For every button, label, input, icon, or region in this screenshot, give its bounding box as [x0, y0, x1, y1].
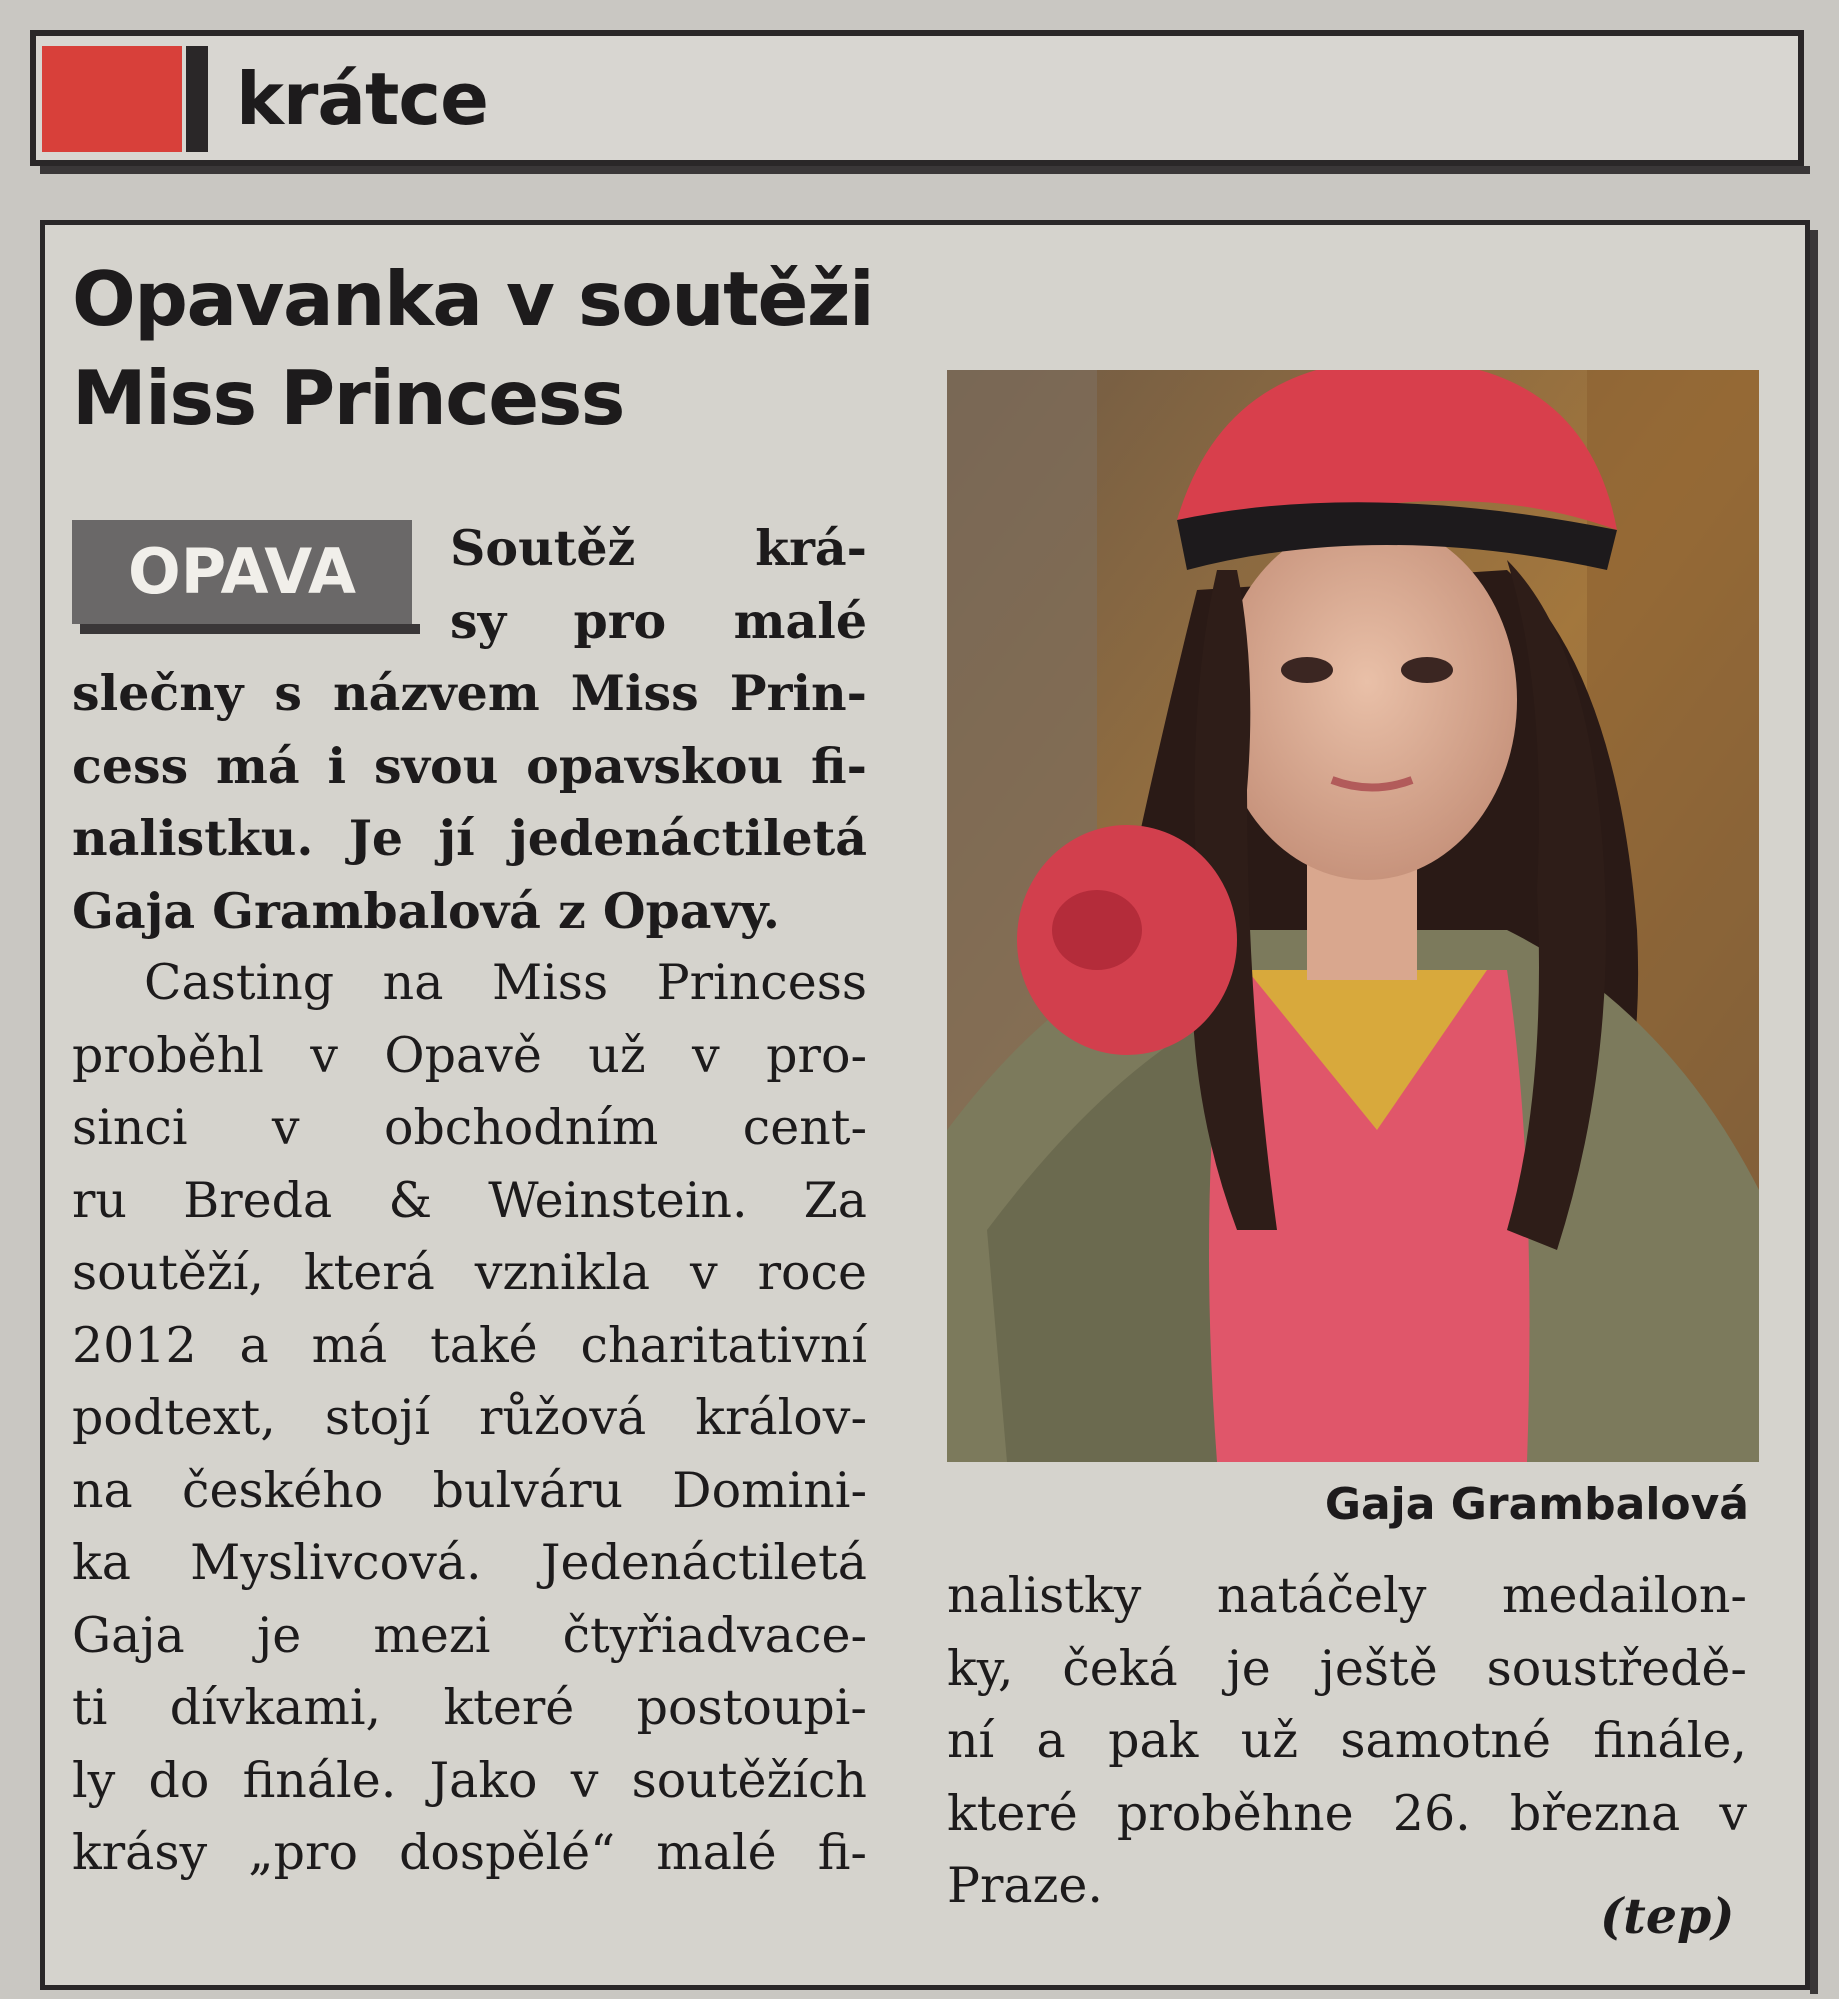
body-line: Praze. — [947, 1857, 1103, 1914]
article-body-left-column — [72, 512, 867, 1890]
section-divider-bar — [186, 46, 208, 152]
body-line: ka Myslivcová. Jedenáctiletá — [72, 1534, 867, 1591]
body-line: Gaja je mezi čtyřiadvace- — [72, 1606, 867, 1664]
section-header — [30, 30, 1804, 166]
article-shadow — [1810, 230, 1818, 1994]
section-accent-block — [42, 46, 182, 152]
headline-line: Opavanka v soutěži — [72, 255, 874, 343]
body-line: nalistky natáčely medailon- — [947, 1567, 1747, 1624]
body-line: cess má i svou opavskou fi- — [72, 736, 867, 795]
photo-caption: Gaja Grambalová — [1324, 1479, 1749, 1530]
body-line: slečny s názvem Miss Prin- — [72, 664, 867, 722]
body-line: které proběhne 26. března v — [947, 1784, 1747, 1842]
body-line: na českého bulváru Domini- — [72, 1461, 867, 1519]
body-line: podtext, stojí růžová králov- — [72, 1389, 867, 1446]
header-shadow — [40, 166, 1810, 174]
body-line: ky, čeká je ještě soustředě- — [947, 1639, 1747, 1697]
body-line: 2012 a má také charitativní — [72, 1316, 867, 1374]
body-line: ní a pak už samotné finále, — [947, 1712, 1747, 1769]
body-line: sy pro malé — [450, 591, 867, 650]
body-line: ru Breda & Weinstein. Za — [72, 1171, 867, 1229]
author-signature: (tep) — [1600, 1887, 1735, 1945]
section-title: krátce — [236, 57, 488, 141]
body-line: Soutěž krá- — [450, 519, 867, 577]
dateline-badge: OPAVA — [72, 520, 412, 624]
body-line: soutěží, která vznikla v roce — [72, 1244, 867, 1301]
body-line: Gaja Grambalová z Opavy. — [72, 881, 780, 940]
body-line: sinci v obchodním cent- — [72, 1099, 867, 1156]
body-line: ly do finále. Jako v soutěžích — [72, 1751, 867, 1809]
body-line: Casting na Miss Princess — [144, 954, 867, 1011]
article-photo — [947, 370, 1759, 1462]
body-line: proběhl v Opavě už v pro- — [72, 1026, 867, 1084]
article-body-right-column — [947, 1560, 1747, 1923]
body-line: krásy „pro dospělé“ malé fi- — [72, 1824, 867, 1881]
body-line: nalistku. Je jí jedenáctiletá — [72, 809, 867, 867]
headline-line: Miss Princess — [72, 354, 624, 442]
body-line: ti dívkami, které postoupi- — [72, 1679, 867, 1736]
portrait-illustration — [947, 370, 1759, 1462]
